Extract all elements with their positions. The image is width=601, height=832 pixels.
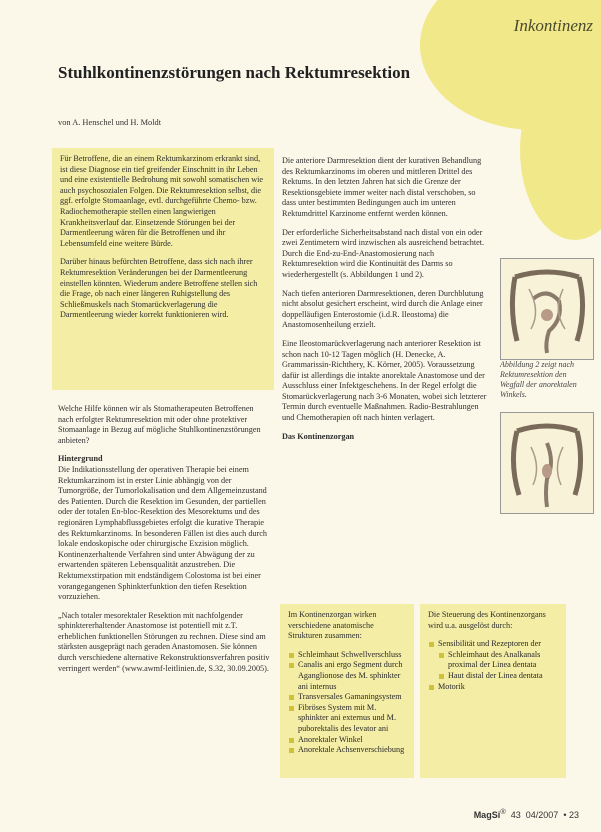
list-item: Sensibilität und Rezeptoren der — [428, 639, 558, 650]
hintergrund-paragraph: Die Indikationsstellung der operativen Therapie bei einem Rektumkarzinom ist in erster Linie abhängig von der Tumorgröße, der Tumorlokalisation und dem Allgemeinzustand des Patienten. Durch die Resektion im Gesunden, der partiellen oder der totalen En-bloc-Resektion des Mesorektums und des regionären Lymphabflussgebietes erfolgt die kurative Therapie des Rektumkarzinoms. In besonderen Fällen ist dies auch durch lokale endoskopische oder chirurgische Exzision möglich. Kontinenzerhaltende Verfahren sind unter Abwägung der zu erwartenden späteren Lebensqualität anzustreben. Die Rektumexstirpation mit endständigem Colostoma ist bei einer vorangegangenen Sphinkterfunktion den tiefen Resektion vorzuziehen. — [58, 464, 267, 602]
section-label: Inkontinenz — [513, 16, 593, 35]
kontinenz-control-intro: Die Steuerung des Kontinenzorgans wird u.a. ausgelöst durch: — [428, 610, 546, 630]
kontinenz-control-list-2 — [428, 682, 558, 693]
column-2-paragraph-1: Die anteriore Darmresektion dient der kurativen Behandlung des Rektumkarzinoms im oberen und mittleren Drittel des Rektums. In den letzten Jahren hat sich die Grenze der Resektionsgebiete immer weiter nach distal verschoben, so dass unter bestimmten Bedingungen auch im unteren Rektumdrittel Karzinome entfernt werden können. — [282, 156, 482, 218]
column-2-body — [282, 156, 488, 442]
list-item: Transversales Gamaningsystem — [288, 692, 406, 703]
issue-number: 43 — [510, 810, 521, 820]
kontinenz-structures-intro: Im Kontinenzorgan wirken verschiedene anatomische Strukturen zusammen: — [288, 610, 377, 641]
column-1-body — [58, 404, 270, 682]
list-item: Haut distal der Linea dentata — [438, 671, 558, 682]
kontinenz-structures-box — [280, 604, 414, 778]
intro-box — [52, 148, 274, 390]
kontinenzorgan-heading: Das Kontinenzorgan — [282, 431, 355, 441]
issue-date: 04/2007 — [525, 810, 559, 820]
figure-caption: Abbildung 2 zeigt nach Rektumresektion den Wegfall der anorektalen Winkels. — [500, 360, 577, 399]
article-title: Stuhlkontinenzstörungen nach Rektumresektion — [58, 63, 411, 82]
magazine-brand: MagSi — [473, 810, 501, 820]
question-paragraph: Welche Hilfe können wir als Stomatherapeuten Betroffenen nach erfolgter Rektumresektion mit oder ohne protektiver Stomaanlage in Bezug auf mögliche Stuhlkontinenzstörungen anbieten? — [58, 404, 261, 445]
list-item: Anorektale Achsenverschiebung — [288, 745, 406, 756]
registered-mark: ® — [500, 807, 506, 816]
column-2-paragraph-4: Eine Ileostomarückverlagerung nach anteriorer Resektion ist schon nach 10-12 Tagen möglich (H. Denecke, A. Grammarissin-Richthery, K. Körner, 2005). Voraussetzung dafür ist allerdings die intakte anorektale Anastomose und der Ausschluss einer Infektgeschehens. In der Regel erfolgt die Stomarückverlagerung nach 3-6 Monaten, wobei sich letzterer Termin durch eventuelle Maßnahmen. Radio-Bestrahlungen und Chemotherapien oft nach hinten verlagert. — [282, 338, 487, 423]
list-item: Schleimhaut Schwellverschluss — [288, 650, 406, 661]
kontinenz-control-box — [420, 604, 566, 778]
colon-illustration-icon — [501, 259, 593, 359]
hintergrund-heading: Hintergrund — [58, 454, 103, 464]
list-item: Fibröses System mit M. sphinkter ani externus und M. puborektalis des levator ani — [288, 703, 406, 735]
intro-paragraph-2: Darüber hinaus befürchten Betroffene, dass sich nach ihrer Rektumresektion Veränderungen bei der Darmentleerung einstellen könnten. Wiederum andere Betroffene stellen sich die Frage, ob nach einer längeren Ruhigstellung des Schließmuskels nach Stomarückverlagerung die Darmentleerung wieder korrekt funktionieren wird. — [60, 257, 258, 320]
kontinenz-control-list — [428, 639, 558, 650]
article-authors: von A. Henschel und H. Moldt — [58, 118, 162, 127]
column-2-paragraph-3: Nach tiefen anterioren Darmresektionen, deren Durchblutung nicht absolut gesichert erscheint, wird durch die Anlage einer doppelläufigen Enterostomie (i.d.R. Ileostoma) die Anastomosenheilung erzielt. — [282, 288, 484, 330]
kontinenz-control-sublist — [428, 650, 558, 682]
list-item: Schleimhaut des Analkanals proximal der Linea dentata — [438, 650, 558, 671]
list-item: Anorektaler Winkel — [288, 735, 406, 746]
list-item: Motorik — [428, 682, 558, 693]
column-2-paragraph-2: Der erforderliche Sicherheitsabstand nach distal von ein oder zwei Zentimetern wird inzwischen als ausreichend betrachtet. Durch die End-zu-End-Anastomosierung nach Rektumresektion wird die Kontinuität des Darms so wiederhergestellt (s. Abbildungen 1 und 2). — [282, 227, 485, 279]
anatomy-illustration-2 — [500, 412, 594, 514]
intro-paragraph-1: Für Betroffene, die an einem Rektumkarzinom erkrankt sind, ist diese Diagnose ein tief greifender Einschnitt in ihr Leben und eine existentielle Bedrohung mit sowohl somatischen wie auch psychosozialen Folgen. Die Rektumresektion selbst, die ggf. erfolgte Stomaanlage, evtl. durchgeführte Chemo- bzw. Radiochemotherapie stellen einen langwierigen Krankheitsverlauf dar. Einsetzende Störungen bei der Darmentleerung wären für die Betroffenen und ihr Lebensumfeld eine weitere Bürde. — [60, 154, 264, 248]
kontinenz-structures-list — [288, 650, 406, 756]
colon-resection-illustration-icon — [501, 413, 593, 513]
page-number: 23 — [568, 810, 579, 820]
anatomy-illustration-1 — [500, 258, 594, 360]
page-footer: MagSi® 43 04/2007 • 23 — [473, 807, 579, 820]
quote-paragraph: „Nach totaler mesorektaler Resektion mit nachfolgender sphinktererhaltender Anastomose ist potentiell mit z.T. erheblichen funktionellen Störungen zu rechnen. Diese sind am stärksten ausgeprägt nach geraden Anastomosen. Sie können durch verschiedene alternative Rekonstruktionsverfahren positiv verringert werden“ (www.awmf-leitlinien.de, S.32, 30.09.2005). — [58, 610, 270, 673]
list-item: Canalis ani ergo Segment durch Aganglionose des M. sphinkter ani internus — [288, 660, 406, 692]
